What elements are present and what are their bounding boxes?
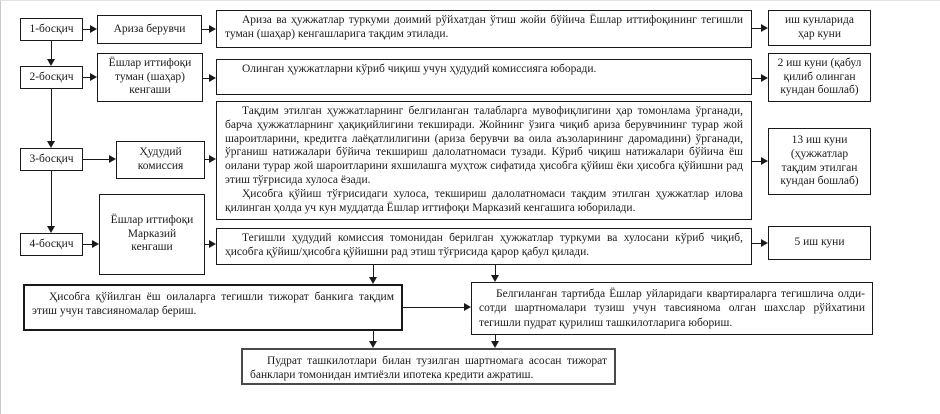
arrow-actor4-to-action4	[205, 244, 209, 245]
arrow-action1-to-timing1	[752, 28, 761, 29]
actor-central-council-label: Ёшлар иттифоқи Марказий кенгаши	[110, 214, 194, 254]
arrow-action4-to-contract-list	[495, 265, 496, 275]
arrow-recommendations-to-contract-list	[403, 307, 464, 308]
stage-2-label: 2-босқич	[29, 70, 74, 83]
actor-territorial-commission-label: Ҳудудий комиссия	[137, 146, 184, 172]
arrow-stage1-to-stage2	[51, 41, 52, 59]
arrow-action4-to-recommendations	[373, 265, 374, 277]
timing-stage1-label: иш кунларида ҳар куни	[785, 14, 854, 40]
action-stage3-box	[216, 101, 752, 220]
action-stage1-box	[216, 10, 752, 48]
timing-stage2-box	[768, 53, 871, 102]
timing-stage2-label: 2 иш куни (қабул қилиб олинган кундан бошлаб)	[777, 57, 862, 97]
arrow-action3-to-timing3	[752, 161, 761, 162]
outcome-recommendations-text: Ҳисобга қўйилган ёш оилаларга тегишли тижорат банкига тақдим этиш учун тавсияномалар бериш.	[32, 291, 394, 318]
stage-3-box	[20, 148, 83, 171]
arrow-stage2-to-actor2	[83, 77, 90, 78]
timing-stage1-box	[768, 10, 871, 46]
stage-4-box	[20, 233, 83, 256]
stage-4-label: 4-босқич	[29, 237, 74, 250]
arrow-recommendations-to-credit	[373, 331, 374, 341]
timing-stage4-box	[768, 226, 871, 260]
arrow-actor3-to-action3	[205, 159, 209, 160]
stage-2-box	[20, 66, 83, 89]
timing-stage3-box	[768, 128, 871, 195]
action-stage1-text: Ариза ва ҳужжатлар туркуми доимий рўйхатдан ўтиш жойи бўйича Ёшлар иттифоқининг тегишли туман (шаҳар) кенгашларига тақдим этилади.	[225, 14, 743, 40]
arrow-actor2-to-action2	[203, 78, 209, 79]
arrow-stage4-to-actor4	[83, 244, 92, 245]
outcome-mortgage-credit-box	[241, 348, 616, 385]
action-stage3-text-p2: Ҳисобга қўйиш тўғрисидаги хулоса, текшириш далолатномаси тақдим этилган ҳужжатлар илова қилинган ҳолда уч кун муддатда Ёшлар иттифоқи Марказий кенгашига юборилади.	[225, 187, 743, 214]
action-stage2-text: Олинган ҳужжатларни кўриб чиқиш учун ҳудудий комиссияга юборади.	[242, 63, 597, 75]
action-stage4-box	[216, 228, 752, 265]
arrow-stage3-to-stage4	[51, 171, 52, 226]
arrow-actor1-to-action1	[202, 29, 209, 30]
action-stage3-text-p1: Тақдим этилган ҳужжатларнинг белгиланган талабларга мувофиқлигини ҳар томонлама ўрганади, барча ҳужжатларнинг ҳақиқийлигини текширади. Жойнинг ўзига чиқиб ариза берувчининг турар жой шароитларини, кредитга лаёқатлилигини (ариза берувчи ва оила аъзоларининг даромадини) ўрганади, ўрганиш натижалари бўйича текшириш далолатномаси тузади. Кўриб чиқиш натижалари бўйича ёш оилани турар жой шароитларини яхшилашга муҳтож сифатида ҳисобга қўйиш ёки ҳисобга қўйишни рад этиш тўғрисида хулоса ёзади.	[225, 105, 743, 186]
arrow-stage1-to-actor1	[83, 29, 90, 30]
timing-stage3-label: 13 иш куни (ҳужжатлар тақдим этилган кундан бошлаб)	[780, 134, 859, 188]
actor-applicant-box	[97, 15, 202, 44]
outcome-recommendations-box	[23, 284, 403, 331]
stage-3-label: 3-босқич	[29, 152, 74, 165]
actor-district-council-label: Ёшлар иттифоқи туман (шаҳар) кенгаши	[108, 57, 192, 97]
outcome-contract-list-text: Белгиланган тартибда Ёшлар уйларидаги квартираларга тегишлича олди-сотди шартномалари тузиш учун тавсиянома олган шахслар рўйхатини тегишли пудрат қурилиш ташкилотларига юбориш.	[479, 288, 865, 329]
outcome-mortgage-credit-text: Пудрат ташкилотлари билан тузилган шартномага асосан тижорат банклари томонидан имтиёзли ипотека кредити ажратиш.	[250, 355, 607, 382]
actor-district-council-box	[97, 53, 203, 102]
arrow-stage2-to-stage3	[51, 89, 52, 141]
outcome-contract-list-box	[471, 282, 873, 335]
arrow-contract-list-to-credit	[495, 335, 496, 341]
arrow-action2-to-timing2	[752, 78, 761, 79]
stage-1-label: 1-босқич	[29, 22, 74, 35]
actor-applicant-label: Ариза берувчи	[113, 22, 186, 35]
action-stage4-text: Тегишли ҳудудий комиссия томонидан берилган ҳужжатлар туркуми ва хулосани кўриб чиқиб, ҳисобга қўйиш/ҳисобга қўйишни рад этиш тўғрисида қарор қабул қилади.	[225, 232, 743, 258]
action-stage2-box	[216, 59, 752, 95]
stage-1-box	[20, 18, 83, 41]
actor-territorial-commission-box	[116, 141, 205, 179]
arrow-action4-to-timing4	[752, 243, 761, 244]
actor-central-council-box	[99, 194, 205, 275]
timing-stage4-label: 5 иш куни	[794, 236, 845, 249]
arrow-stage3-to-actor3	[83, 159, 109, 160]
